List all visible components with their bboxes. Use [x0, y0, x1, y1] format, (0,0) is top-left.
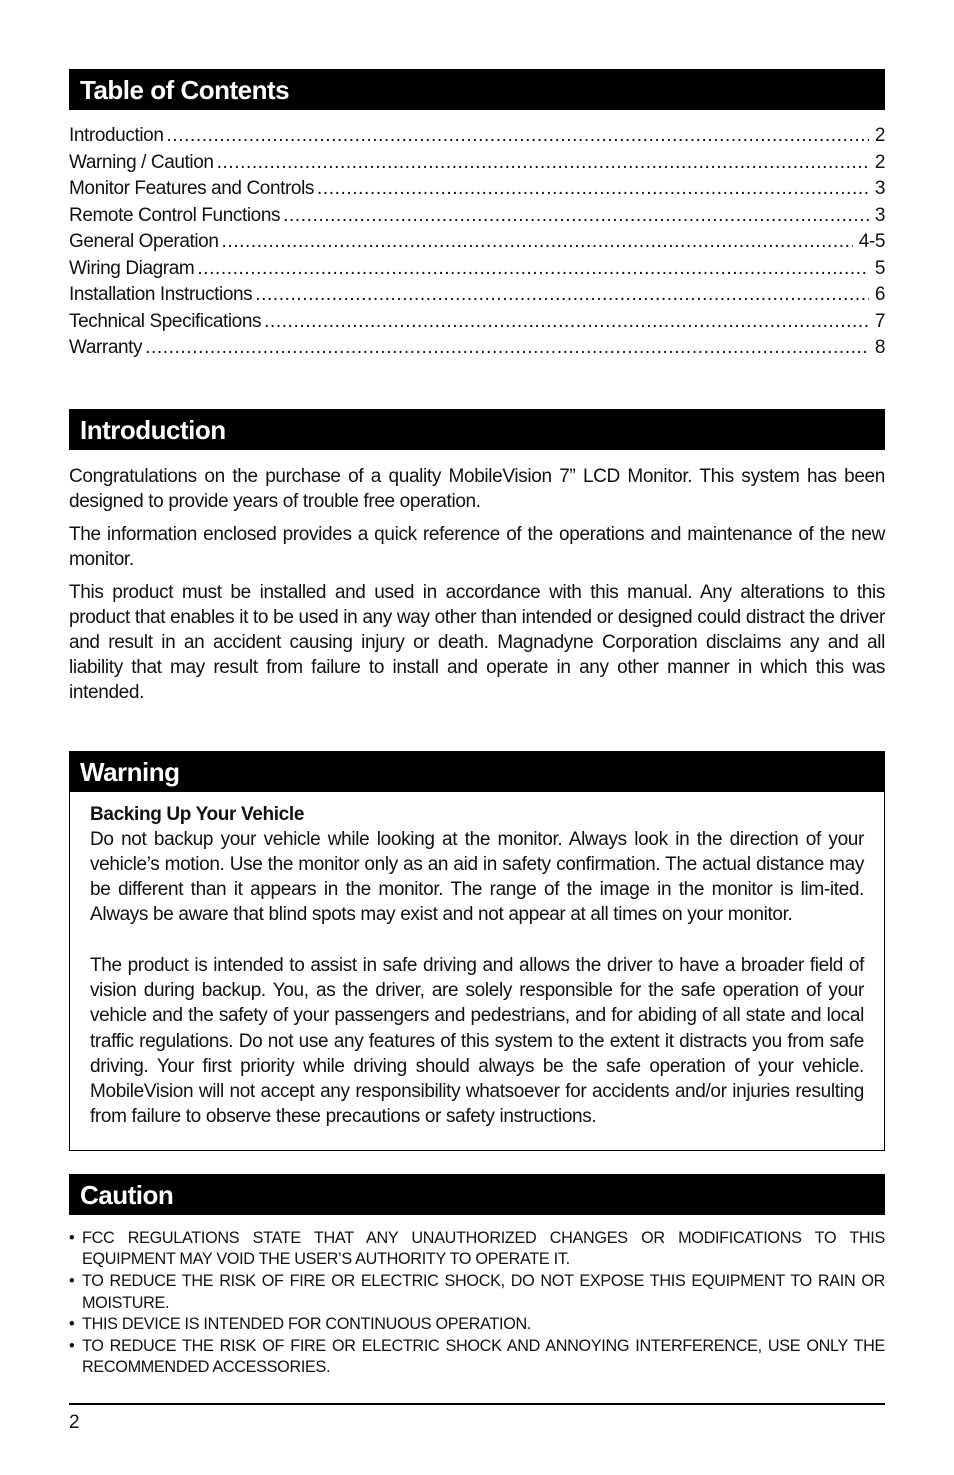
warning-heading: Warning [69, 751, 885, 792]
toc-entry-page: 2 [874, 125, 885, 146]
caution-item-text: TO REDUCE THE RISK OF FIRE OR ELECTRIC SHOCK AND ANNOYING INTERFERENCE, USE ONLY THE RECOMMENDED ACCESSORIES. [82, 1336, 885, 1377]
toc-entry-label: Warning / Caution [69, 151, 214, 173]
toc-dot-leader [145, 335, 869, 362]
introduction-paragraph: The information enclosed provides a quick reference of the operations and maintenance of the new monitor. [69, 523, 885, 570]
toc-entry-monitor-features[interactable] [69, 176, 885, 203]
bullet-icon: • [69, 1228, 75, 1247]
toc-entry-page: 3 [874, 178, 885, 199]
toc-entry-label: Warranty [69, 337, 143, 358]
footer-divider [69, 1403, 885, 1405]
bullet-icon: • [69, 1315, 75, 1334]
toc-dot-leader [222, 229, 853, 256]
introduction-body [69, 464, 885, 705]
bullet-icon: • [69, 1271, 75, 1290]
toc-entry-installation[interactable] [69, 282, 885, 309]
warning-subheading: Backing Up Your Vehicle [90, 803, 305, 825]
warning-paragraph: Do not backup your vehicle while looking at the monitor. Always look in the direction of your vehicle’s motion. Use the monitor only as an aid in safety confirmation. The actual distance may be different than it appears in the monitor. The range of the image in the monitor is lim-ited. Always be aware that blind spots may exist and not appear at all times on your monitor. [90, 828, 864, 926]
page-number: 2 [69, 1412, 80, 1433]
toc-dot-leader [264, 309, 869, 336]
introduction-heading: Introduction [69, 409, 885, 450]
caution-item [69, 1271, 885, 1314]
toc-entry-remote-control[interactable] [69, 203, 885, 230]
toc-entry-page: 3 [874, 204, 885, 226]
toc-entry-page: 6 [874, 284, 885, 305]
toc-entry-label: General Operation [69, 231, 219, 252]
toc-entry-page: 4-5 [858, 231, 885, 252]
caution-item-text: TO REDUCE THE RISK OF FIRE OR ELECTRIC SHOCK, DO NOT EXPOSE THIS EQUIPMENT TO RAIN OR MOISTURE. [82, 1271, 885, 1312]
toc-entry-page: 7 [874, 310, 885, 332]
toc-entry-warranty[interactable] [69, 335, 885, 362]
caution-item [69, 1336, 885, 1379]
toc-entry-page: 5 [874, 257, 885, 279]
toc-entry-introduction[interactable] [69, 123, 885, 150]
toc-entry-page: 2 [874, 151, 885, 173]
toc-entry-label: Monitor Features and Controls [69, 178, 315, 199]
toc-dot-leader [283, 203, 869, 230]
toc-entry-technical-specifications[interactable] [69, 309, 885, 336]
toc-entry-label: Introduction [69, 125, 164, 146]
toc-list [69, 123, 885, 362]
caution-heading: Caution [69, 1174, 885, 1215]
introduction-paragraph: This product must be installed and used in accordance with this manual. Any alterations to this product that enables it to be used in any way other than intended or designed could distract the driver and result in an accident causing injury or death. Magnadyne Corporation disclaims any and all liability that may result from failure to install and operate in any other manner in which this was intended. [69, 581, 885, 703]
introduction-paragraph: Congratulations on the purchase of a quality MobileVision 7” LCD Monitor. This system has been designed to provide years of trouble free operation. [69, 465, 885, 512]
caution-item-text: FCC REGULATIONS STATE THAT ANY UNAUTHORIZED CHANGES OR MODIFICATIONS TO THIS EQUIPMENT MAY VOID THE USER’S AUTHORITY TO OPERATE IT. [82, 1228, 885, 1269]
toc-dot-leader [255, 282, 869, 309]
toc-heading: Table of Contents [69, 69, 885, 110]
toc-dot-leader [317, 176, 869, 203]
toc-entry-page: 8 [874, 337, 885, 358]
manual-page [69, 69, 885, 1379]
toc-dot-leader [217, 150, 869, 177]
toc-entry-label: Installation Instructions [69, 284, 253, 305]
toc-dot-leader [167, 123, 869, 150]
caution-list [69, 1228, 885, 1379]
caution-item-text: THIS DEVICE IS INTENDED FOR CONTINUOUS OPERATION. [82, 1315, 532, 1334]
toc-entry-label: Technical Specifications [69, 310, 262, 332]
toc-entry-general-operation[interactable] [69, 229, 885, 256]
toc-dot-leader [197, 256, 869, 283]
bullet-icon: • [69, 1336, 75, 1355]
warning-paragraph: The product is intended to assist in safe driving and allows the driver to have a broader field of vision during backup. You, as the driver, are solely responsible for the safe operation of your vehicle and the safety of your passengers and pedestrians, and for abiding of all state and local traffic regulations. Do not use any features of this system to the extent it distracts you from safe driving. Your first priority while driving should always be the safe operation of your vehicle. MobileVision will not accept any responsibility whatsoever for accidents and/or injuries resulting from failure to observe these precautions or safety instructions. [90, 954, 864, 1128]
toc-entry-wiring-diagram[interactable] [69, 256, 885, 283]
toc-entry-warning-caution[interactable] [69, 150, 885, 177]
toc-entry-label: Wiring Diagram [69, 257, 195, 279]
toc-entry-label: Remote Control Functions [69, 204, 281, 226]
caution-item [69, 1228, 885, 1271]
warning-box [69, 792, 885, 1151]
caution-item [69, 1314, 885, 1336]
